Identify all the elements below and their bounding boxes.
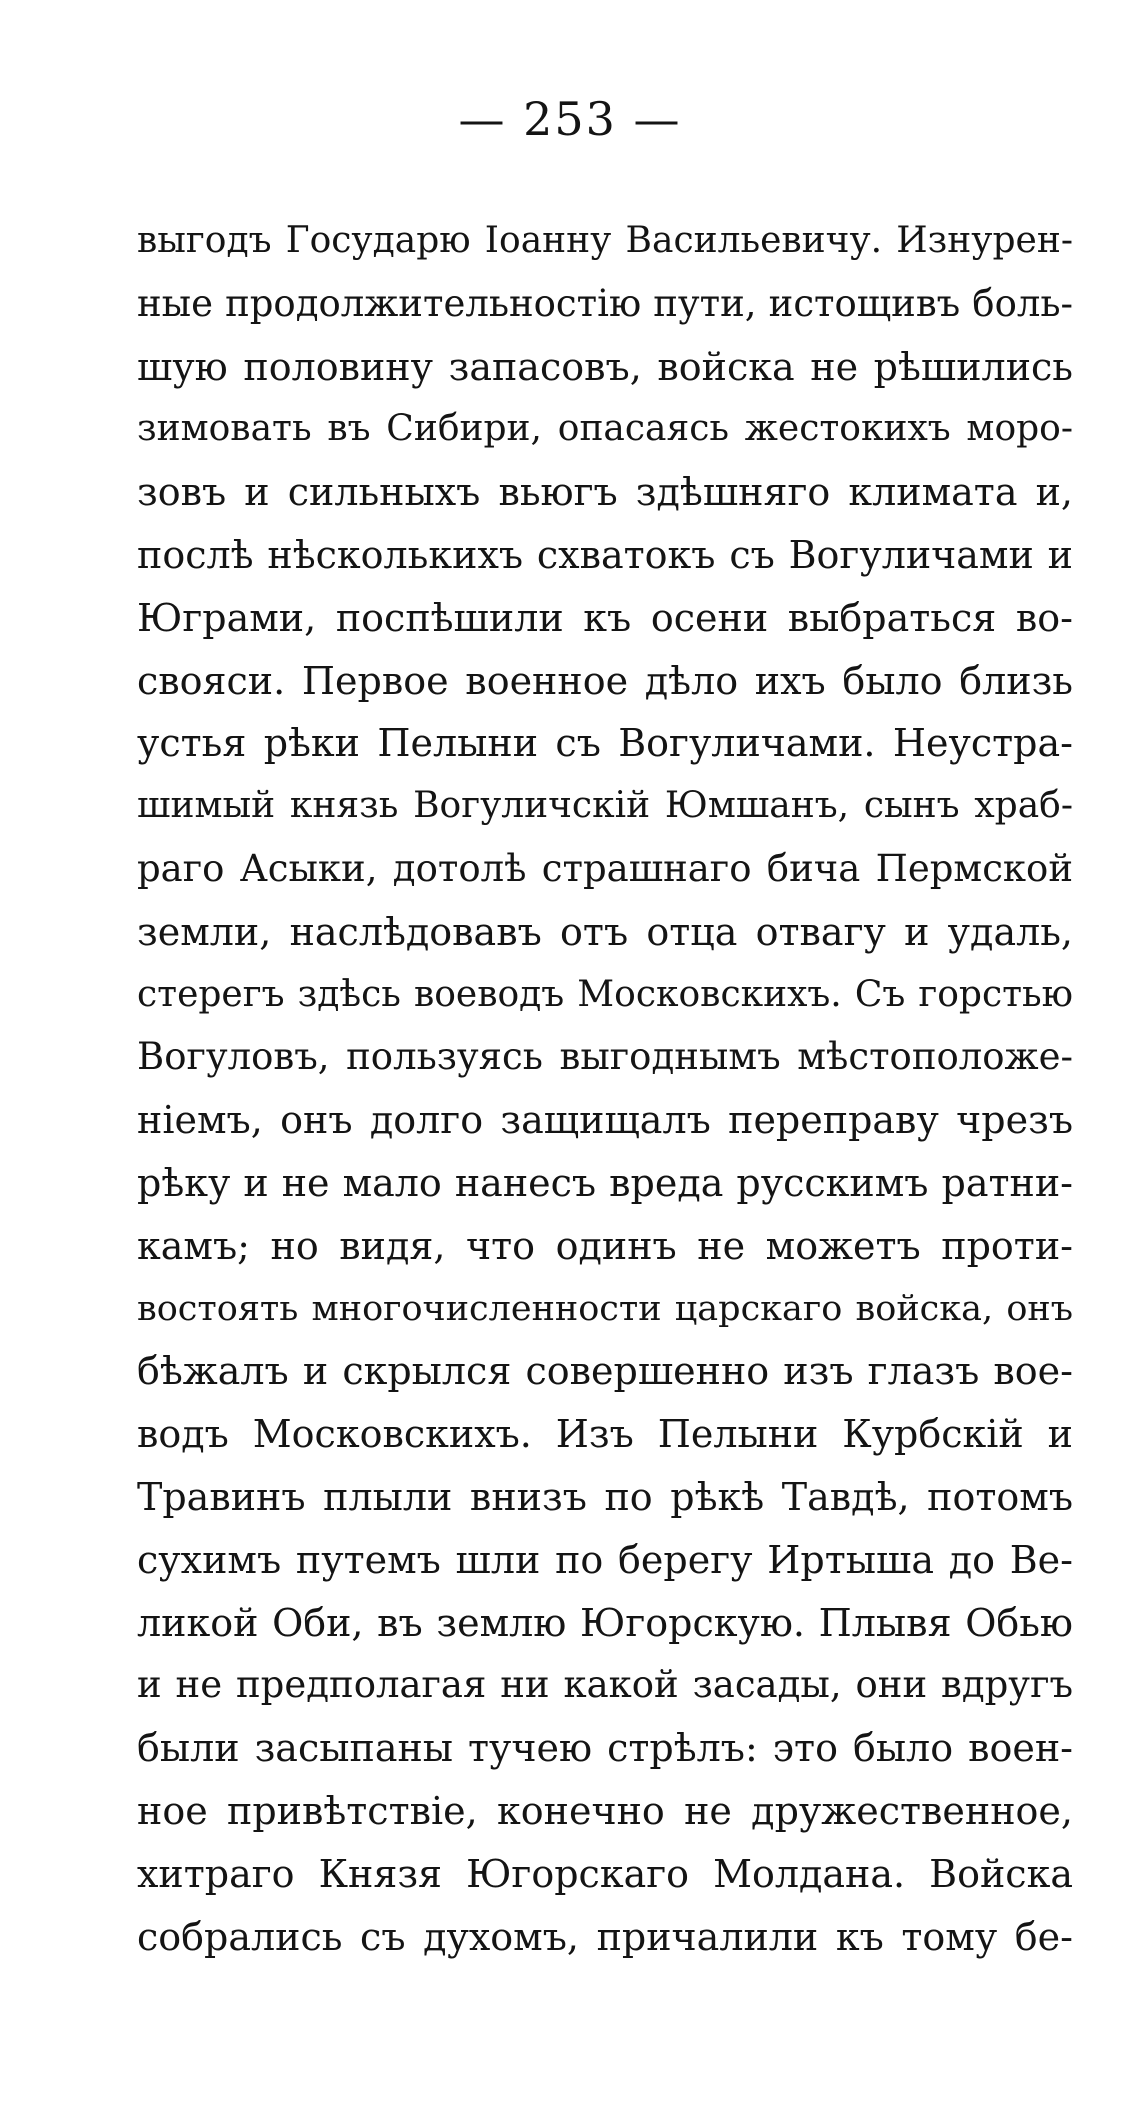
text-line: водъ Московскихъ. Изъ Пелыни Курбскій и bbox=[137, 1412, 1073, 1457]
text-line: сухимъ путемъ шли по берегу Иртыша до Ве- bbox=[137, 1537, 1073, 1582]
text-line: зовъ и сильныхъ вьюгъ здѣшняго климата и, bbox=[137, 470, 1073, 515]
text-line: земли, наслѣдовавъ отъ отца отвагу и удаль, bbox=[137, 909, 1073, 954]
page-number: — 253 — bbox=[458, 92, 682, 146]
text-line: были засыпаны тучею стрѣлъ: это было воен- bbox=[137, 1726, 1073, 1771]
text-line: ное привѣтствіе, конечно не дружественное, bbox=[137, 1788, 1073, 1833]
text-line: раго Асыки, дотолѣ страшнаго бича Пермской bbox=[137, 846, 1073, 890]
text-line: бѣжалъ и скрылся совершенно изъ глазъ вое- bbox=[137, 1349, 1073, 1394]
text-line: ликой Оби, въ землю Югорскую. Плывя Обью bbox=[137, 1600, 1073, 1645]
text-line: шую половину запасовъ, войска не рѣшились bbox=[137, 344, 1073, 389]
text-line: свояси. Первое военное дѣло ихъ было близь bbox=[137, 658, 1073, 703]
text-line: востоять многочисленности царскаго войска, онъ bbox=[137, 1288, 1073, 1329]
text-line: устья рѣки Пелыни съ Вогуличами. Неустра- bbox=[137, 721, 1073, 766]
text-line: Травинъ плыли внизъ по рѣкѣ Тавдѣ, потомъ bbox=[137, 1474, 1073, 1519]
text-line: шимый князь Вогуличскій Юмшанъ, сынъ храб- bbox=[137, 785, 1073, 827]
text-line: стерегъ здѣсь воеводъ Московскихъ. Съ горстью bbox=[137, 973, 1073, 1015]
text-line: зимовать въ Сибири, опасаясь жестокихъ моро- bbox=[137, 408, 1073, 450]
text-line: камъ; но видя, что одинъ не можетъ проти- bbox=[137, 1223, 1073, 1268]
text-line: выгодъ Государю Іоанну Васильевичу. Изнурен- bbox=[137, 220, 1073, 261]
text-line: рѣку и не мало нанесъ вреда русскимъ ратни- bbox=[137, 1160, 1073, 1205]
text-line: Вогуловъ, пользуясь выгоднымъ мѣстоположе- bbox=[137, 1035, 1073, 1079]
text-line: ніемъ, онъ долго защищалъ переправу чрезъ bbox=[137, 1098, 1073, 1143]
text-line: и не предполагая ни какой засады, они вдругъ bbox=[137, 1663, 1073, 1707]
text-line: Юграми, поспѣшили къ осени выбраться во- bbox=[137, 595, 1073, 640]
text-line: послѣ нѣсколькихъ схватокъ съ Вогуличами и bbox=[137, 532, 1073, 577]
body-text bbox=[137, 210, 1073, 1968]
text-line: ные продолжительностію пути, истощивъ боль- bbox=[137, 281, 1073, 325]
text-line: хитраго Князя Югорскаго Молдана. Войска bbox=[137, 1851, 1073, 1896]
text-line: собрались съ духомъ, причалили къ тому бе- bbox=[137, 1914, 1073, 1959]
